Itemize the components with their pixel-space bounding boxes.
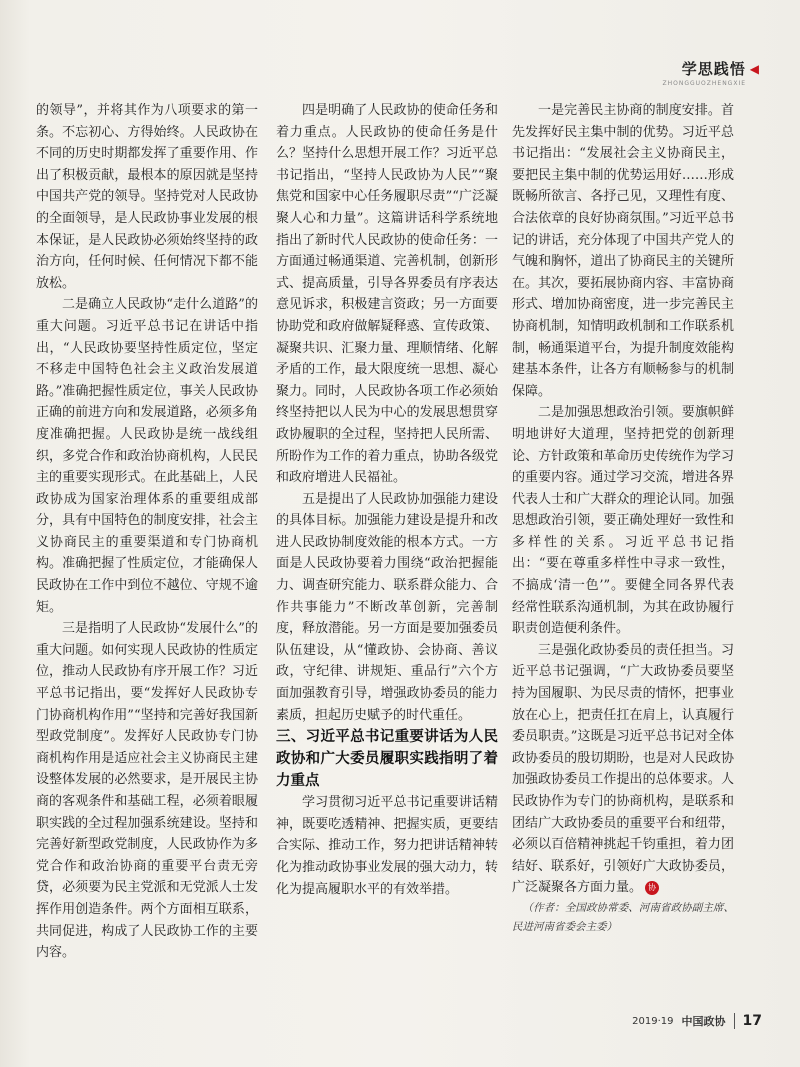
section-heading [276,726,498,792]
text-column-3 [512,100,734,937]
triangle-left-icon: ◀ [749,61,760,76]
paragraph-text: 学习贯彻习近平总书记重要讲话精神，既要吃透精神、把握实质，更要结合实际、推动工作，努力把讲话精神转化为推动政协事业发展的强大动力，转化为提高履职水平的有效举措。 [276,795,498,897]
paragraph-text: 一是完善民主协商的制度安排。首先发挥好民主集中制的优势。习近平总书记指出：“发展社会主义协商民主，要把民主集中制的优势运用好……形成既畅所欲言、各抒己见，又理性有度、合法依章的良好协商氛围。”习近平总书记的讲话，充分体现了中国共产党人的气魄和胸怀，道出了协商民主的关键所在。其次，要拓展协商内容、丰富协商形式、增加协商密度，进一步完善民主协商机制，知情明政机制和工作联系机制，畅通渠道平台，为提升制度效能构建基本条件，让各方有顺畅参与的机制保障。 [512,103,734,399]
paragraph [512,402,734,640]
page-number: 17 [742,1013,762,1029]
paragraph [36,294,258,618]
end-mark-icon: 协 [645,881,659,895]
footer-divider [734,1013,735,1029]
magazine-name: 中国政协 [681,1015,726,1028]
paragraph [512,640,734,899]
paragraph-text: 二是加强思想政治引领。要旗帜鲜明地讲好大道理，坚持把党的创新理论、方针政策和革命历史传统作为学习的重要内容。通过学习交流，增进各界代表人士和广大群众的理论认同。加强思想政治引领，要正确处理好一致性和多样性的关系。习近平总书记指出：“要在尊重多样性中寻求一致性，不搞成‘清一色’”。要健全同各界代表经常性联系沟通机制，为其在政协履行职责创造便利条件。 [512,405,734,637]
text-column-2 [276,100,498,900]
paragraph [36,100,258,294]
paragraph-text: （作者：全国政协常委、河南省政协副主席、民进河南省委会主委） [512,901,734,933]
column-title-text: 学思践悟 [681,60,746,78]
paragraph-text: 三是强化政协委员的责任担当。习近平总书记强调，“广大政协委员要坚持为国履职、为民尽责的情怀，把事业放在心上，把责任扛在肩上，认真履行委员职责。”这既是习近平总书记对全体政协委员的殷切期盼，也是对人民政协加强政协委员工作提出的总体要求。人民政协作为专门的协商机构，是联系和团结广大政协委员的重要平台和纽带，必须以百倍精神挑起千钧重担，着力团结好、联系好，引领好广大政协委员，广泛凝聚各方面力量。 [512,642,734,896]
column-subtitle: ZHONGGUOZHENGXIE [662,80,746,87]
paragraph-text: 三是指明了人民政协“发展什么”的重大问题。如何实现人民政协的性质定位，推动人民政协有序开展工作？习近平总书记指出，要“发挥好人民政协专门协商机构作用”“坚持和完善好我国新型政党制度”。发挥好人民政协专门协商机构作用是适应社会主义协商民主建设整体发展的必然要求，是开展民主协商的客观条件和基础工程，必须着眼履职实践的全过程加强系统建设。坚持和完善好新型政党制度，人民政协作为多党合作和政治协商的重要平台责无旁贷，必须要为民主党派和无党派人士发挥作用创造条件。两个方面相互联系，共同促进，构成了人民政协工作的主要内容。 [36,621,258,961]
paragraph [276,489,498,727]
paragraph-text: 三、习近平总书记重要讲话为人民政协和广大委员履职实践指明了着力重点 [276,729,498,790]
author-note [512,899,734,937]
paragraph-text: 四是明确了人民政协的使命任务和着力重点。人民政协的使命任务是什么？坚持什么思想开展工作？习近平总书记指出，“坚持人民政协为人民”“聚焦党和国家中心任务履职尽责”“广泛凝聚人心和力量”。这篇讲话科学系统地指出了新时代人民政协的使命任务：一方面通过畅通渠道、完善机制，创新形式、提高质量，引导各界委员有序表达意见诉求，积极建言资政；另一方面要协助党和政府做解疑释惑、宣传政策、凝聚共识、汇聚力量、理顺情绪、化解矛盾的工作，最大限度统一思想、凝心聚力。同时，人民政协各项工作必须始终坚持把以人民为中心的发展思想贯穿政协履职的全过程，坚持把人民所需、所盼作为工作的着力重点，协助各级党和政府增进人民福祉。 [276,103,498,486]
issue-number: 2019·19 [632,1015,674,1027]
paragraph-text: 的领导”，并将其作为八项要求的第一条。不忘初心、方得始终。人民政协在不同的历史时期都发挥了重要作用、作出了积极贡献，最根本的原因就是坚持中国共产党的领导。坚持党对人民政协的全面领导，是人民政协事业发展的根本保证，是人民政协必须始终坚持的政治方向，任何时候、任何情况下都不能放松。 [36,103,258,291]
paragraph [512,100,734,402]
paragraph-text: 二是确立人民政协“走什么道路”的重大问题。习近平总书记在讲话中指出，“人民政协要坚持性质定位，坚定不移走中国特色社会主义政治发展道路。”准确把握性质定位，事关人民政协正确的前进方向和发展道路，必须多角度准确把握。人民政协是统一战线组织，多党合作和政治协商机构，人民民主的重要实现形式。在此基础上，人民政协成为国家治理体系的重要组成部分，具有中国特色的制度安排，社会主义协商民主的重要渠道和专门协商机构。准确把握了性质定位，才能确保人民政协在工作中到位不越位、守规不逾矩。 [36,297,258,615]
paragraph-text: 五是提出了人民政协加强能力建设的具体目标。加强能力建设是提升和改进人民政协制度效能的根本方式。一方面是人民政协要着力围绕“政治把握能力、调查研究能力、联系群众能力、合作共事能力”不断改革创新，完善制度，释放潜能。另一方面是要加强委员队伍建设，从“懂政协、会协商、善议政，守纪律、讲规矩、重品行”六个方面加强教育引导，增强政协委员的能力素质，担起历史赋予的时代重任。 [276,491,498,723]
text-column-1 [36,100,258,964]
column-title [682,58,760,79]
paragraph [276,100,498,489]
page-footer [632,1013,762,1029]
paragraph [276,792,498,900]
page-header [663,58,760,87]
paragraph [36,618,258,964]
